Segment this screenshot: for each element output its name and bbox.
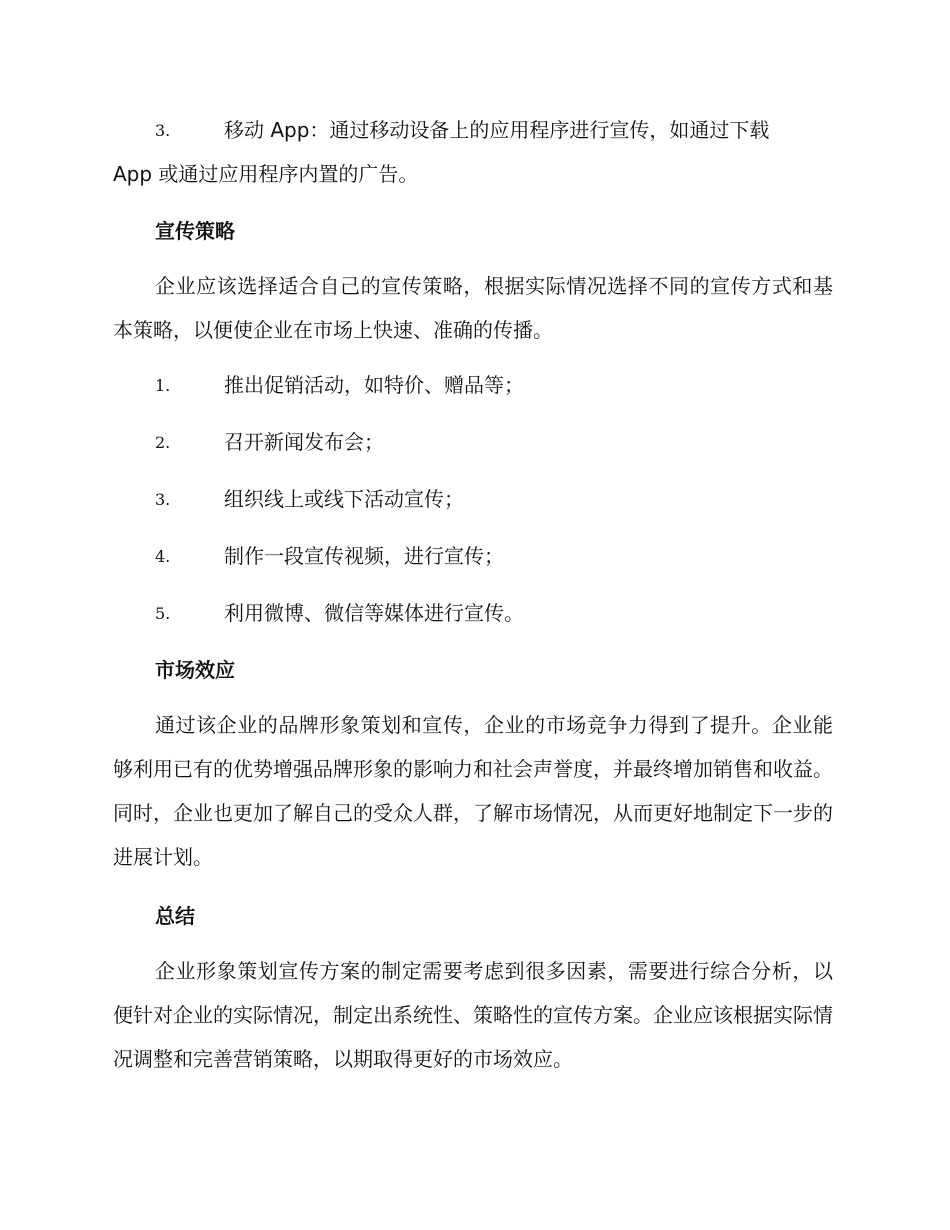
- document-content: [113, 110, 833, 1081]
- list-item: [113, 593, 833, 633]
- section-heading-summary: 总结: [155, 904, 195, 928]
- list-item: [113, 422, 833, 462]
- list-number: 3.: [155, 490, 171, 509]
- list-number: 2.: [155, 433, 171, 452]
- list-text: 制作一段宣传视频，进行宣传；: [224, 544, 504, 568]
- list-text: 移动 App：通过移动设备上的应用程序进行宣传，如通过下载: [224, 118, 770, 142]
- list-item: [113, 479, 833, 519]
- list-text: 组织线上或线下活动宣传；: [224, 487, 464, 511]
- section-heading-strategy: 宣传策略: [155, 219, 235, 243]
- list-number: 1.: [155, 376, 171, 395]
- list-text: 推出促销活动，如特价、赠品等；: [224, 373, 524, 397]
- list-text: 召开新闻发布会；: [224, 430, 384, 454]
- strategy-paragraph: 企业应该选择适合自己的宣传策略，根据实际情况选择不同的宣传方式和基本策略，以便使企业在市场上快速、准确的传播。: [113, 274, 833, 342]
- list-item: [113, 536, 833, 576]
- summary-paragraph: 企业形象策划宣传方案的制定需要考虑到很多因素，需要进行综合分析，以便针对企业的实际情况，制定出系统性、策略性的宣传方案。企业应该根据实际情况调整和完善营销策略，以期取得更好的市场效应。: [113, 959, 833, 1071]
- list-number: 3.: [155, 121, 171, 140]
- list-text-continuation: App 或通过应用程序内置的广告。: [113, 162, 419, 186]
- list-number: 4.: [155, 547, 171, 566]
- strategy-list: [113, 365, 833, 633]
- section-heading-market-effect: 市场效应: [155, 658, 235, 682]
- list-text: 利用微博、微信等媒体进行宣传。: [224, 601, 524, 625]
- list-number: 5.: [155, 604, 171, 623]
- list-item: [113, 110, 833, 150]
- market-effect-paragraph: 通过该企业的品牌形象策划和宣传，企业的市场竞争力得到了提升。企业能够利用已有的优势增强品牌形象的影响力和社会声誉度，并最终增加销售和收益。同时，企业也更加了解自己的受众人群，了解市场情况，从而更好地制定下一步的进展计划。: [113, 713, 833, 869]
- list-item: [113, 365, 833, 405]
